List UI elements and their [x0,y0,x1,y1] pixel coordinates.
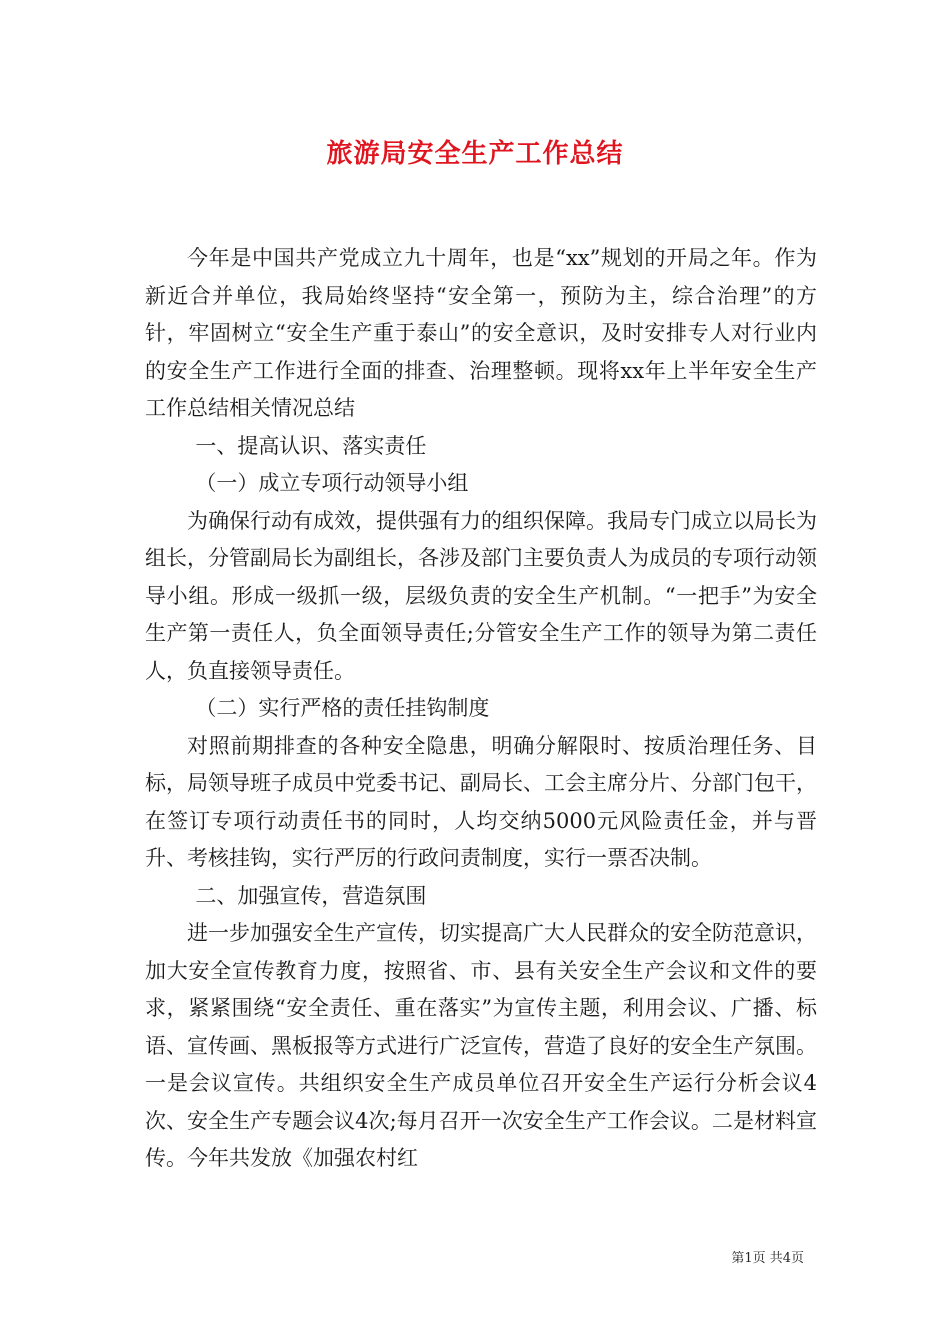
page-number: 第1页 共4页 [731,1251,804,1266]
paragraph-1-1: 为确保行动有成效，提供强有力的组织保障。我局专门成立以局长为组长，分管副局长为副组长，各涉及部门主要负责人为成员的专项行动领导小组。形成一级抓一级，层级负责的安全生产机制。“一把手”为安全生产第一责任人，负全面领导责任;分管安全生产工作的领导为第二责任人，负直接领导责任。 [145,508,817,683]
document-body [145,240,817,1178]
section-heading-1: 一、提高认识、落实责任 [195,433,427,458]
paragraph-intro: 今年是中国共产党成立九十周年，也是“xx”规划的开局之年。作为新近合并单位，我局始终坚持“安全第一，预防为主，综合治理”的方针，牢固树立“安全生产重于泰山”的安全意识，及时安排专人对行业内的安全生产工作进行全面的排查、治理整顿。现将xx年上半年安全生产工作总结相关情况总结 [145,246,817,420]
subsection-heading-1-2: （二）实行严格的责任挂钩制度 [195,696,490,720]
paragraph-2: 进一步加强安全生产宣传，切实提高广大人民群众的安全防范意识，加大安全宣传教育力度，按照省、市、县有关安全生产会议和文件的要求，紧紧围绕“安全责任、重在落实”为宣传主题，利用会议、广播、标语、宣传画、黑板报等方式进行广泛宣传，营造了良好的安全生产氛围。一是会议宣传。共组织安全生产成员单位召开安全生产运行分析会议4次、安全生产专题会议4次;每月召开一次安全生产工作会议。二是材料宣传。今年共发放《加强农村红 [145,921,817,1170]
section-heading-2: 二、加强宣传，营造氛围 [195,883,427,908]
paragraph-1-2: 对照前期排查的各种安全隐患，明确分解限时、按质治理任务、目标，局领导班子成员中党委书记、副局长、工会主席分片、分部门包干，在签订专项行动责任书的同时，人均交纳5000元风险责任金，并与晋升、考核挂钩，实行严厉的行政问责制度，实行一票否决制。 [145,733,817,870]
subsection-heading-1-1: （一）成立专项行动领导小组 [195,471,469,495]
document-title: 旅游局安全生产工作总结 [326,139,624,169]
